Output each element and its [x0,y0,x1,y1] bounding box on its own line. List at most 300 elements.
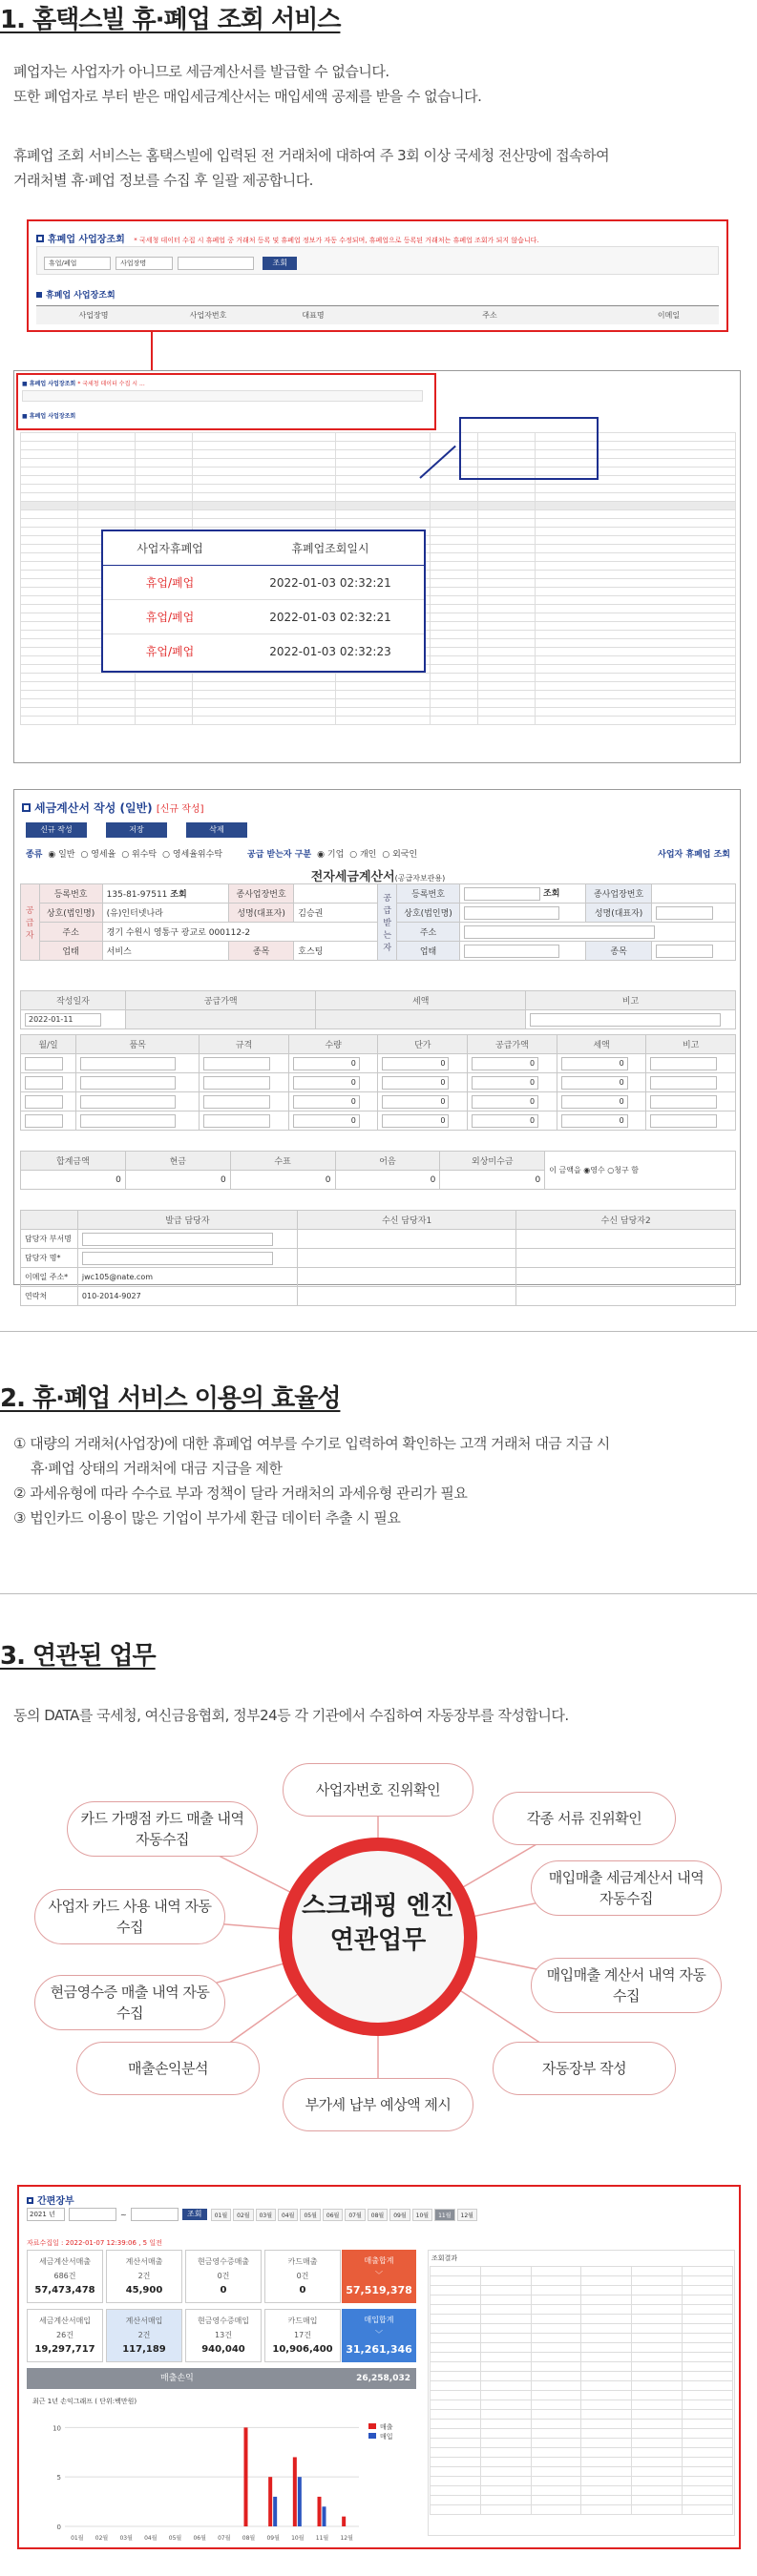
line-input[interactable]: 0 [472,1076,538,1090]
kind-radio-zero-consign[interactable]: ○ 영세율위수탁 [162,850,223,860]
table-cell [431,528,478,536]
table-cell [478,502,536,510]
table-cell [431,2420,481,2429]
node-auto-ledger: 자동장부 작성 [493,2042,676,2095]
table-cell [480,2477,531,2486]
table-cell [135,510,192,519]
table-cell [536,665,736,674]
node-cash-receipt-collect: 현금영수증 매출 내역 자동수집 [34,1975,225,2030]
line-input[interactable]: 0 [293,1095,360,1109]
table-cell [536,622,736,631]
field-select[interactable]: 사업장명 [116,257,173,270]
section2-heading: 2. 휴·폐업 서비스 이용의 효율성 [0,1384,341,1413]
table-cell [480,2315,531,2324]
search-button[interactable]: 조회 [263,257,297,270]
table-cell [536,485,736,493]
table-cell [135,691,192,699]
table-cell [77,682,135,691]
table-row [21,459,736,467]
zoom-list-header: 사업장명 사업자번호 대표명 주소 이메일 [36,305,719,324]
x-tick-label: 11월 [315,2535,329,2542]
table-cell [480,2362,531,2372]
table-cell [536,717,736,725]
table-cell [632,2381,683,2391]
table-cell [77,699,135,708]
month-chip[interactable]: 01월 [211,2209,231,2221]
table-cell [536,596,736,605]
table-cell [77,442,135,450]
table-cell [683,2296,733,2305]
table-row [21,442,736,450]
table-cell [536,562,736,571]
table-cell [683,2324,733,2334]
table-cell [632,2267,683,2276]
issuer-dept-input[interactable] [82,1233,273,1246]
line-input[interactable] [650,1095,717,1109]
table-cell [21,528,78,536]
line-input[interactable] [80,1057,176,1070]
supplier-reg-no: 135-81-97511 [106,890,168,900]
sales-card[interactable] [264,2250,341,2303]
table-cell [77,476,135,485]
table-cell [478,536,536,545]
receiver-item-input[interactable] [656,945,713,958]
table-cell [21,588,78,596]
ledger-list-row [431,2467,733,2477]
receiver-company-input[interactable] [464,906,559,920]
receipt-radio-paid[interactable]: ◉영수 [583,1166,605,1174]
issuer-phone[interactable]: 010-2014-9027 [77,1287,297,1306]
table-cell [531,2296,581,2305]
receiver-biz-input[interactable] [464,945,559,958]
table-cell [77,450,135,459]
table-cell [683,2372,733,2381]
table-cell [480,2420,531,2429]
card-count: 686건 [53,2272,76,2280]
table-cell [531,2381,581,2391]
bar-sales [244,2427,248,2526]
search-input[interactable] [178,257,254,270]
table-cell [632,2353,683,2362]
table-row [21,682,736,691]
line-header: 단가 [378,1035,468,1054]
ledger-list-row [431,2439,733,2448]
invoice-total-table: 합계금액 현금 수표 어음 외상미수금 이 금액을 ◉영수 ○청구 함 0 0 0 0 0 [20,1151,736,1190]
popup-row [103,566,424,600]
receiver-radio-company[interactable]: ◉ 기업 [317,850,345,860]
delete-invoice-button[interactable]: 삭제 [186,822,247,838]
table-cell [431,2343,481,2353]
line-input[interactable]: 0 [561,1095,628,1109]
table-cell [335,442,431,450]
supplier-ceo: 김승권 [294,904,378,923]
node-card-sales-collect: 카드 가맹점 카드 매출 내역 자동수집 [67,1801,258,1857]
table-cell [21,613,78,622]
card-amount: 117,189 [122,2344,166,2355]
month-chip[interactable]: 08월 [368,2209,388,2221]
line-input[interactable]: 0 [382,1114,449,1128]
table-row [21,708,736,717]
legend-swatch [368,2433,376,2439]
table-cell [478,579,536,588]
table-cell [536,699,736,708]
table-cell [21,485,78,493]
kind-radio-general[interactable]: ◉ 일반 [48,850,75,860]
table-cell [431,562,478,571]
table-cell [632,2477,683,2486]
table-cell [536,613,736,622]
line-input[interactable]: 0 [382,1057,449,1070]
popup-row [103,634,424,669]
card-count: 2건 [137,2331,151,2339]
receiver-radio-person[interactable]: ○ 개인 [349,850,377,860]
month-chip[interactable]: 04월 [278,2209,298,2221]
para2-line2: 거래처별 휴·폐업 정보를 수집 후 일괄 제공합니다. [13,172,313,189]
table-cell [192,717,335,725]
table-cell [536,519,736,528]
table-cell [431,2381,481,2391]
purchase-card[interactable] [27,2309,103,2362]
ledger-list-row [431,2505,733,2515]
invoice-doc-title: 전자세금계산서 [310,870,395,884]
line-input[interactable]: 0 [561,1057,628,1070]
table-cell [431,656,478,665]
table-cell [431,596,478,605]
table-cell [478,708,536,717]
line-input[interactable]: 0 [561,1114,628,1128]
table-cell [21,665,78,674]
node-sales-profit: 매출손익분석 [76,2042,260,2095]
month-chip[interactable]: 10월 [412,2209,432,2221]
table-cell [431,2391,481,2400]
sales-card[interactable] [106,2250,182,2303]
table-cell [480,2372,531,2381]
month-chip[interactable]: 07월 [345,2209,365,2221]
legend-label: 매출 [380,2423,393,2431]
table-cell [431,2477,481,2486]
table-cell [531,2305,581,2315]
table-row [21,493,736,502]
table-cell [135,674,192,682]
line-input[interactable] [80,1114,176,1128]
table-cell [581,2505,632,2515]
line-input[interactable]: 0 [472,1057,538,1070]
table-cell [683,2267,733,2276]
table-cell [581,2296,632,2305]
table-cell [480,2439,531,2448]
table-cell [431,579,478,588]
table-cell [632,2286,683,2296]
table-cell [21,579,78,588]
table-cell [480,2410,531,2420]
table-cell [478,545,536,553]
table-cell [21,476,78,485]
ledger-search-button[interactable]: 조회 [182,2209,207,2220]
table-cell [431,665,478,674]
node-bizno-verify: 사업자번호 진위확인 [283,1763,473,1817]
table-cell [536,631,736,639]
table-cell [536,579,736,588]
table-cell [77,502,135,510]
table-cell [431,2296,481,2305]
month-chip[interactable]: 03월 [256,2209,276,2221]
line-input[interactable] [80,1095,176,1109]
table-cell [335,717,431,725]
year-select[interactable]: 2021 년 [27,2208,65,2221]
ledger-list-row [431,2458,733,2467]
table-cell [536,553,736,562]
card-label: 계산서매출 [125,2257,163,2266]
table-cell [632,2410,683,2420]
table-cell [531,2496,581,2505]
table-cell [581,2362,632,2372]
table-cell [192,433,335,442]
line-input[interactable]: 0 [472,1114,538,1128]
table-cell [531,2410,581,2420]
table-cell [478,553,536,562]
kind-radio-consign[interactable]: ○ 위수탁 [121,850,158,860]
y-tick-label: 10 [53,2424,61,2433]
table-row [21,674,736,682]
table-cell [536,545,736,553]
table-cell [478,519,536,528]
table-cell [77,467,135,476]
invoice-form-screenshot: 세금계산서 작성 (일반) [신규 작성] 신규 작성 저장 삭제 종류 ◉ 일반 ○ 영세율 ○ 위수탁 ○ 영세율위수탁 공급 받는자 구분 ◉ 기업 ○ 개인 ○ 외국인 사업자 휴폐업 조회 전자세금계산서(공급자보관용) 공급자 등록번호 135-81-97511 조회 종사업장번호 공급받는자 등록번호 조회 종사업장번호 상호(법인명) (유)인터넷나라 성명(대표자) 김승권 상호(법인명) 성명(대표자) 주소 경기 수원시 영통구 광교로 000112-2 주소 업태 서비스 종목 호스팅 업태 종목 작성일자 공급가액 세액 비고 2022-01-11 월/일 품목 규격 수량 단가 공급가액 세액 비고 0 0 0 0 0 0 0 0 0 0 0 0 0 0 0 0 합계금액 현금 수표 어음 외상미수금 이 금액을 ◉영수 ○청구 함 0 0 0 0 0 발급 담당자 수신 담당자1 수신 담당자2 담당자 부서명 담당자 명* 이메일 주소* jwc105@nate.com 연락처 010-2014-9027 [13,789,741,1285]
table-cell [536,493,736,502]
line-input[interactable] [203,1076,270,1090]
month-chip[interactable]: 05월 [300,2209,320,2221]
table-cell [21,562,78,571]
line-input[interactable] [203,1057,270,1070]
month-chip[interactable]: 02월 [233,2209,253,2221]
table-cell [21,545,78,553]
table-cell [135,459,192,467]
ledger-title: 간편장부 [37,2196,74,2207]
x-tick-label: 06월 [193,2535,206,2542]
table-cell [431,674,478,682]
ledger-list-row [431,2448,733,2458]
table-cell [581,2400,632,2410]
line-input[interactable] [650,1057,717,1070]
table-cell [536,502,736,510]
popup-status: 휴업/폐업 [145,611,195,624]
popup-time: 2022-01-03 02:32:23 [269,645,391,658]
save-invoice-button[interactable]: 저장 [106,822,167,838]
table-cell [21,622,78,631]
table-cell [536,674,736,682]
table-cell [431,2505,481,2515]
table-cell [335,476,431,485]
table-cell [581,2410,632,2420]
line-input[interactable]: 0 [293,1076,360,1090]
bar-purchase [323,2506,326,2526]
zoom-list-title: 휴폐업 사업장조회 [46,291,116,301]
table-cell [431,493,478,502]
diagram-center-label: 스크래핑 엔진 연관업무 [302,1892,454,1955]
receiver-reg-input[interactable] [464,887,540,901]
closed-lookup-link[interactable]: 사업자 휴폐업 조회 [658,850,730,860]
ledger-updated: 자료수집일 : 2022-01-07 12:39:06 , 5 일전 [27,2239,162,2247]
table-cell [632,2324,683,2334]
card-amount: 0 [220,2285,227,2296]
table-cell [683,2315,733,2324]
table-cell [135,485,192,493]
receipt-radio-claim[interactable]: ○청구 [607,1166,629,1174]
table-row [21,485,736,493]
table-cell [478,665,536,674]
card-label: 카드매입 [287,2316,318,2325]
section3-heading: 3. 연관된 업무 [0,1642,156,1671]
table-cell [683,2458,733,2467]
receiver-ceo-input[interactable] [656,906,713,920]
table-cell [21,571,78,579]
x-tick-label: 09월 [266,2535,280,2542]
table-cell [478,605,536,613]
table-cell [632,2448,683,2458]
status-select[interactable]: 휴업/폐업 [44,257,111,270]
ledger-list: 조회결과 [428,2250,735,2536]
table-cell [683,2305,733,2315]
table-cell [335,510,431,519]
card-amount: 10,906,400 [272,2344,333,2355]
table-cell [431,2410,481,2420]
table-cell [478,674,536,682]
purchase-card[interactable] [264,2309,341,2362]
table-cell [21,536,78,545]
sales-card[interactable] [185,2250,262,2303]
table-cell [77,519,135,528]
line-input[interactable] [203,1095,270,1109]
table-cell [632,2420,683,2429]
table-cell [683,2400,733,2410]
table-cell [581,2467,632,2477]
table-cell [335,708,431,717]
issuer-name-input[interactable] [82,1252,273,1265]
table-cell [531,2458,581,2467]
note-input[interactable] [530,1013,721,1027]
table-cell [531,2276,581,2286]
table-cell [431,502,478,510]
card-count: 26건 [56,2331,74,2339]
table-cell [531,2400,581,2410]
table-cell [581,2267,632,2276]
new-invoice-button[interactable]: 신규 작성 [26,822,87,838]
table-cell [536,536,736,545]
bar-sales [342,2517,346,2526]
kind-radio-zero[interactable]: ○ 영세율 [80,850,116,860]
table-cell [431,2267,481,2276]
line-input[interactable]: 0 [561,1076,628,1090]
supplier-company: (유)인터넷나라 [102,904,228,923]
table-cell [431,536,478,545]
line-input[interactable]: 0 [293,1114,360,1128]
table-cell [21,699,78,708]
issue-date-input[interactable]: 2022-01-11 [25,1013,101,1027]
table-cell [21,450,78,459]
receiver-radio-foreign[interactable]: ○ 외국인 [382,850,418,860]
line-input[interactable]: 0 [472,1095,538,1109]
table-cell [581,2496,632,2505]
sales-card[interactable] [27,2250,103,2303]
line-input[interactable] [650,1114,717,1128]
card-count: 17건 [294,2331,311,2339]
line-input[interactable] [650,1076,717,1090]
table-cell [683,2362,733,2372]
table-cell [683,2381,733,2391]
month-chip[interactable]: 09월 [389,2209,410,2221]
table-cell [192,519,335,528]
table-cell [431,2372,481,2381]
issuer-email[interactable]: jwc105@nate.com [77,1268,297,1287]
line-input[interactable] [25,1095,63,1109]
table-cell [431,2496,481,2505]
supplier-biz: 서비스 [102,942,228,961]
line-input[interactable] [80,1076,176,1090]
benefit-1-cont: 휴·폐업 상태의 거래처에 대금 지급을 제한 [31,1460,283,1477]
table-cell [480,2458,531,2467]
table-cell [192,485,335,493]
table-cell [531,2315,581,2324]
table-cell [683,2477,733,2486]
month-chip[interactable]: 06월 [323,2209,343,2221]
invoice-title-tag: [신규 작성] [156,804,204,815]
table-cell [683,2286,733,2296]
line-input[interactable]: 0 [382,1095,449,1109]
table-cell [581,2286,632,2296]
invoice-items-table [20,1034,736,1131]
line-input[interactable]: 0 [382,1076,449,1090]
table-cell [135,717,192,725]
table-cell [21,656,78,665]
table-cell [431,588,478,596]
receiver-address-input[interactable] [464,925,655,939]
table-cell [683,2448,733,2458]
month-chip[interactable]: 12월 [457,2209,477,2221]
table-cell [581,2391,632,2400]
line-input[interactable] [25,1057,63,1070]
line-input[interactable] [25,1076,63,1090]
table-cell [431,639,478,648]
purchase-card[interactable] [185,2309,262,2362]
line-input[interactable] [25,1114,63,1128]
table-cell [478,717,536,725]
table-cell [480,2296,531,2305]
table-cell [632,2343,683,2353]
table-cell [531,2372,581,2381]
popup-col-time: 휴폐업조회일시 [291,542,369,555]
profit-bar: 매출손익 26,258,032 [27,2368,416,2389]
table-cell [21,648,78,656]
card-label: 현금영수증매입 [197,2316,250,2325]
table-cell [431,2286,481,2296]
line-input[interactable]: 0 [293,1057,360,1070]
table-cell [431,622,478,631]
line-input[interactable] [203,1114,270,1128]
table-cell [77,493,135,502]
divider [0,1331,757,1332]
benefit-1: ① 대량의 거래처(사업장)에 대한 휴폐업 여부를 수기로 입력하여 확인하는 고객 거래처 대금 지급 시 [13,1435,610,1452]
table-cell [21,493,78,502]
chart-caption: 최근 1년 손익그래프 ( 단위:백만원) [32,2398,137,2405]
table-cell [536,691,736,699]
purchase-card[interactable] [106,2309,182,2362]
table-cell [77,510,135,519]
table-cell [335,467,431,476]
month-chip[interactable]: 11월 [434,2209,454,2221]
card-amount: 45,900 [125,2285,163,2296]
table-cell [135,519,192,528]
table-cell [632,2467,683,2477]
